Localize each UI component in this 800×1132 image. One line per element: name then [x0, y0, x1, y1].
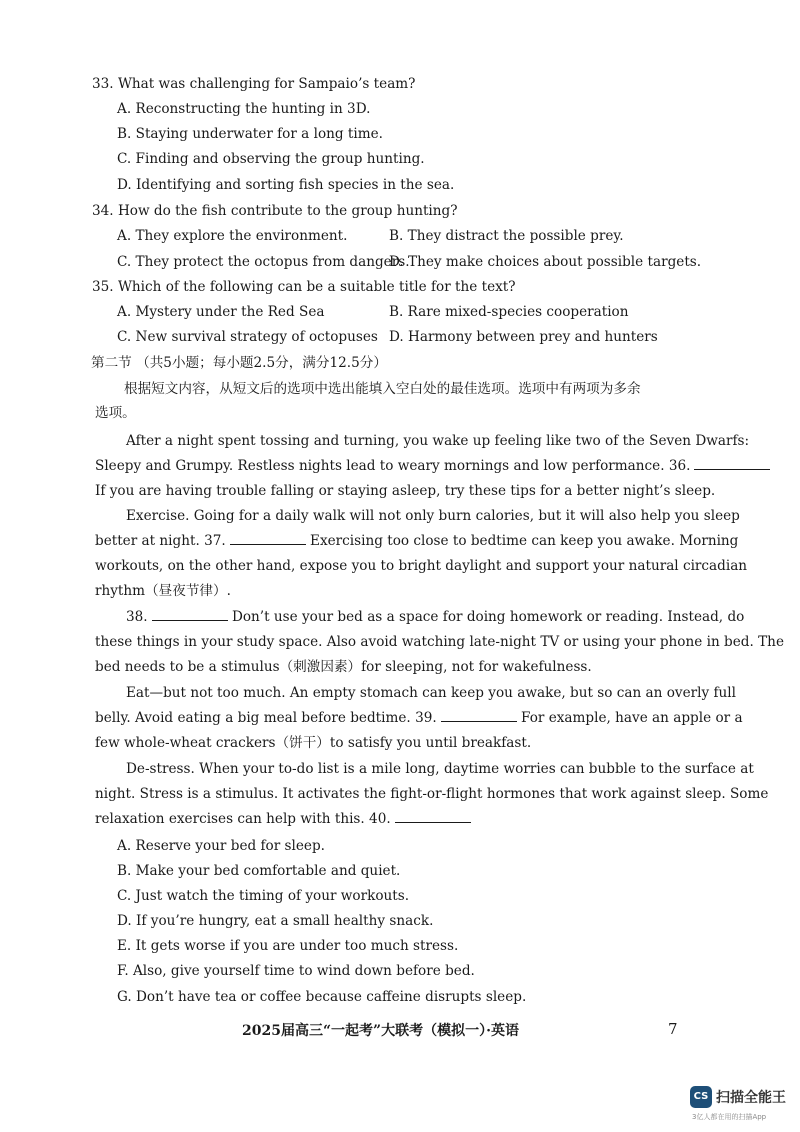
question-33-option-b: B. Staying underwater for a long time.	[117, 126, 383, 142]
question-35-option-d: D. Harmony between prey and hunters	[389, 329, 658, 345]
page-number: 7	[668, 1020, 678, 1038]
watermark-app-name: 扫描全能王	[716, 1090, 786, 1106]
passage-text: 38.	[126, 609, 148, 625]
passage-line-blank-36	[95, 457, 770, 475]
passage-line: workouts, on the other hand, expose you to bright daylight and support your natural circadian	[95, 558, 748, 574]
question-33-option-a: A. Reconstructing the hunting in 3D.	[117, 101, 371, 117]
choice-f: F. Also, give yourself time to wind down before bed.	[117, 963, 475, 979]
question-34-option-d: D. They make choices about possible targets.	[389, 254, 702, 270]
passage-line-blank-39	[95, 709, 743, 727]
passage-line: night. Stress is a stimulus. It activates the fight-or-flight hormones that work against sleep. Some	[95, 786, 769, 802]
passage-line-blank-40	[95, 810, 471, 828]
passage-line: these things in your study space. Also avoid watching late-night TV or using your phone in bed. The	[95, 634, 784, 650]
question-34-option-c: C. They protect the octopus from dangers.	[117, 254, 410, 270]
choice-c: C. Just watch the timing of your workouts.	[117, 888, 410, 904]
footer-title: 2025届高三“一起考”大联考（模拟一）·英语	[242, 1023, 519, 1039]
passage-line-blank-38	[126, 608, 744, 626]
question-33-option-d: D. Identifying and sorting fish species in the sea.	[117, 177, 455, 193]
blank-37	[230, 532, 306, 545]
scanner-watermark	[690, 1084, 798, 1128]
section-2-instruction: 根据短文内容，从短文后的选项中选出能填入空白处的最佳选项。选项中有两项为多余	[124, 381, 641, 397]
passage-line: After a night spent tossing and turning, you wake up feeling like two of the Seven Dwarfs:	[126, 433, 750, 449]
passage-line: few whole-wheat crackers（饼干）to satisfy you until breakfast.	[95, 735, 532, 751]
choice-b: B. Make your bed comfortable and quiet.	[117, 863, 401, 879]
choice-e: E. It gets worse if you are under too much stress.	[117, 938, 459, 954]
passage-line-blank-37	[95, 532, 738, 550]
choice-g: G. Don’t have tea or coffee because caffeine disrupts sleep.	[117, 989, 527, 1005]
passage-line: De-stress. When your to-do list is a mile long, daytime worries can bubble to the surface at	[126, 761, 754, 777]
passage-text: Sleepy and Grumpy. Restless nights lead to weary mornings and low performance. 36.	[95, 458, 691, 474]
choice-a: A. Reserve your bed for sleep.	[117, 838, 325, 854]
passage-text: relaxation exercises can help with this. 40.	[95, 811, 391, 827]
question-34-option-a: A. They explore the environment.	[117, 228, 348, 244]
question-34-stem: 34. How do the fish contribute to the group hunting?	[92, 203, 458, 219]
blank-39	[441, 709, 517, 722]
watermark-tagline: 3亿人都在用的扫描App	[692, 1113, 767, 1121]
question-33-stem: 33. What was challenging for Sampaio’s team?	[92, 76, 416, 92]
question-35-option-a: A. Mystery under the Red Sea	[117, 304, 325, 320]
question-35-option-c: C. New survival strategy of octopuses	[117, 329, 378, 345]
question-34-option-b: B. They distract the possible prey.	[389, 228, 624, 244]
passage-text: Don’t use your bed as a space for doing homework or reading. Instead, do	[231, 609, 745, 625]
blank-38	[152, 608, 228, 621]
section-2-heading: 第二节 （共5小题；每小题2.5分，满分12.5分）	[91, 355, 387, 371]
passage-line: Exercise. Going for a daily walk will not only burn calories, but it will also help you sleep	[126, 508, 740, 524]
section-2-instruction-cont: 选项。	[95, 405, 136, 421]
blank-40	[395, 810, 471, 823]
camscanner-logo-icon: CS	[690, 1086, 712, 1108]
question-33-option-c: C. Finding and observing the group hunting.	[117, 151, 425, 167]
choice-d: D. If you’re hungry, eat a small healthy snack.	[117, 913, 434, 929]
passage-line: Eat—but not too much. An empty stomach can keep you awake, but so can an overly full	[126, 685, 736, 701]
question-35-stem: 35. Which of the following can be a suitable title for the text?	[92, 279, 516, 295]
passage-text: For example, have an apple or a	[521, 710, 743, 726]
blank-36	[694, 457, 770, 470]
passage-text: belly. Avoid eating a big meal before bedtime. 39.	[95, 710, 437, 726]
passage-text: Exercising too close to bedtime can keep you awake. Morning	[310, 533, 739, 549]
passage-line: bed needs to be a stimulus（刺激因素）for sleeping, not for wakefulness.	[95, 659, 592, 675]
passage-text: better at night. 37.	[95, 533, 226, 549]
passage-line: rhythm（昼夜节律）.	[95, 583, 231, 599]
question-35-option-b: B. Rare mixed-species cooperation	[389, 304, 629, 320]
passage-line: If you are having trouble falling or staying asleep, try these tips for a better night’s sleep.	[95, 483, 716, 499]
